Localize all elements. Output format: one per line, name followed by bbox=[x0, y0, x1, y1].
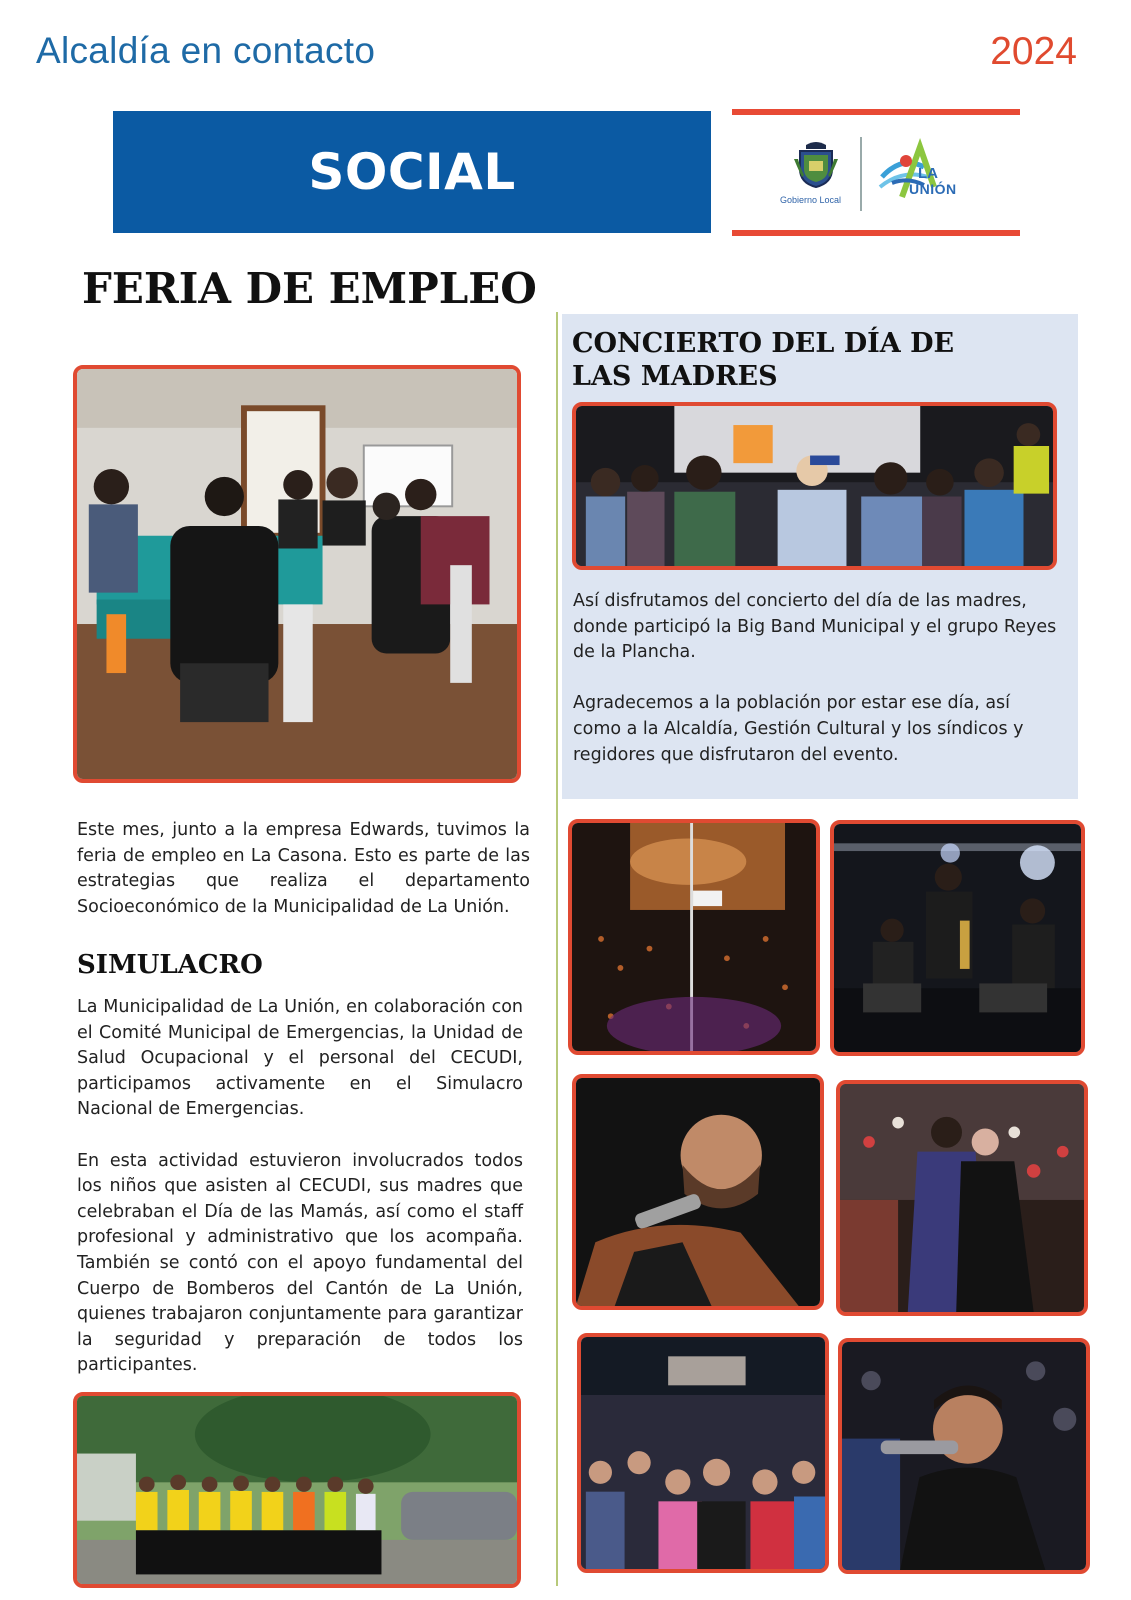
logo-separator bbox=[860, 137, 862, 211]
feria-title: FERIA DE EMPLEO bbox=[82, 264, 537, 313]
big-band-photo bbox=[830, 820, 1085, 1056]
logo-box bbox=[732, 109, 1020, 236]
simulacro-paragraph-2: En esta actividad estuvieron involucrados todos los niños que asisten al CECUDI, sus madres que celebraban el Día de las Mamás, así como el staff profesional y administrativo que los acompaña. También se contó con el apoyo fundamental del Cuerpo de Bomberos del Cantón de La Unión, quienes trabajaron conjuntamente para garantizar la seguridad y preparación de todos los participantes. bbox=[77, 1150, 523, 1376]
gobierno-local-label: Gobierno Local bbox=[780, 195, 842, 205]
simulacro-title: SIMULACRO bbox=[77, 950, 263, 980]
simulacro-photo bbox=[73, 1392, 521, 1588]
page-header-title: Alcaldía en contacto bbox=[36, 30, 376, 71]
page-header-year: 2024 bbox=[990, 30, 1077, 73]
singer-photo bbox=[572, 1074, 824, 1310]
simulacro-paragraph-1: La Municipalidad de La Unión, en colaboración con el Comité Municipal de Emergencias, la Unidad de Salud Ocupacional y el personal del CECUDI, participamos activamente en el Simulacro Nacional de Emergencias. bbox=[77, 997, 523, 1120]
dancing-photo bbox=[836, 1080, 1088, 1316]
column-divider bbox=[556, 312, 558, 1586]
simulacro-body bbox=[77, 995, 523, 1379]
la-union-logo-la: LA bbox=[918, 165, 938, 182]
feria-body-text: Este mes, junto a la empresa Edwards, tuvimos la feria de empleo en La Casona. Esto es parte de las estrategias que realiza el departamento Socioeconómico de la Municipalidad de La Unión. bbox=[77, 820, 530, 917]
section-banner-label: SOCIAL bbox=[308, 143, 516, 201]
la-union-logo-union: UNIÓN bbox=[909, 181, 957, 197]
audience-photo bbox=[577, 1333, 829, 1573]
woman-singing-photo bbox=[838, 1338, 1090, 1574]
concierto-title: CONCIERTO DEL DÍA DE LAS MADRES bbox=[572, 328, 955, 392]
concert-aerial-photo bbox=[568, 819, 820, 1055]
feria-photo bbox=[73, 365, 521, 783]
concierto-paragraph-1: Así disfrutamos del concierto del día de las madres, donde participó la Big Band Municipal y el grupo Reyes de la Plancha. bbox=[573, 591, 1057, 663]
feria-body bbox=[77, 818, 530, 920]
concierto-main-photo bbox=[572, 402, 1057, 570]
concierto-body bbox=[573, 589, 1061, 768]
concierto-paragraph-2: Agradecemos a la población por estar ese día, así como a la Alcaldía, Gestión Cultural y los síndicos y regidores que disfrutaron del evento. bbox=[573, 693, 1024, 765]
section-banner bbox=[113, 111, 711, 233]
coat-of-arms-icon bbox=[792, 139, 840, 189]
